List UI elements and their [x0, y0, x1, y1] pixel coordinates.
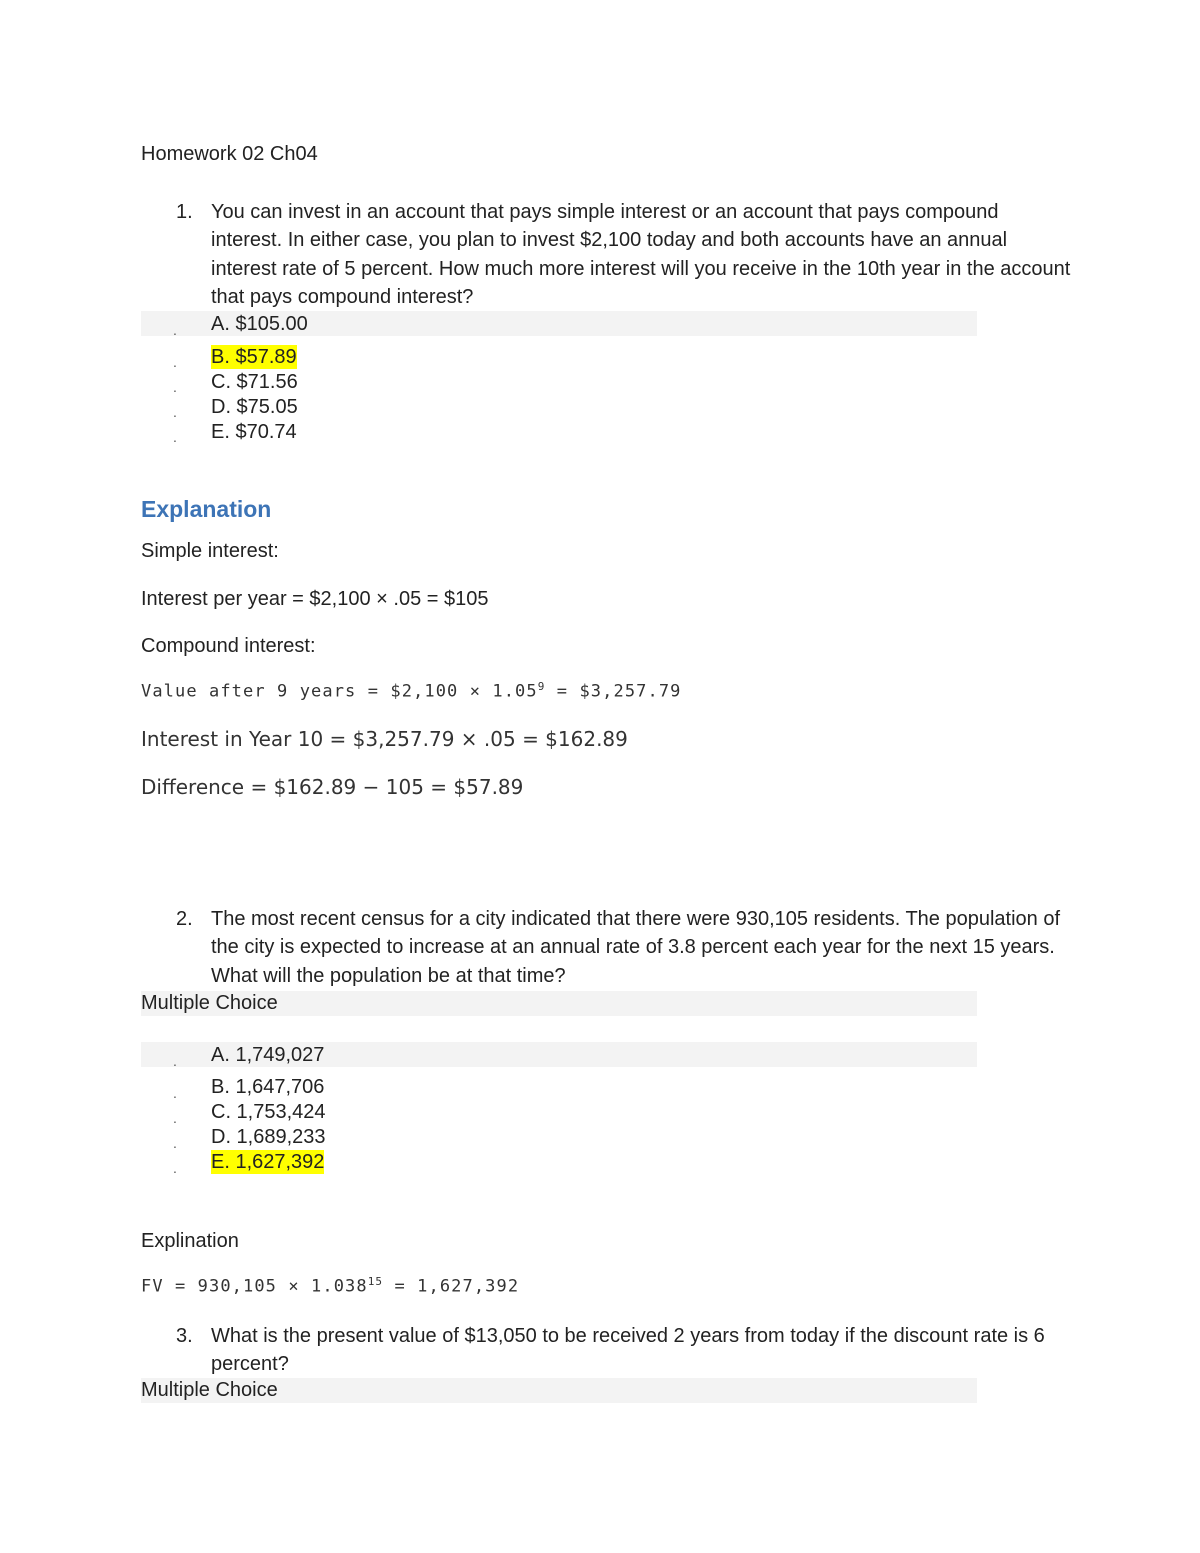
- q1-option-d[interactable]: D. $75.05: [211, 396, 298, 418]
- q2-multiple-choice-label: Multiple Choice: [141, 992, 278, 1014]
- bullet: .: [173, 1085, 177, 1101]
- fv-formula: [141, 1275, 519, 1297]
- simple-interest-label: Simple interest:: [141, 540, 279, 562]
- bullet: .: [173, 429, 177, 445]
- formula-base: Value after 9 years = $2,100 × 1.05: [141, 681, 538, 702]
- explination-heading: Explination: [141, 1230, 239, 1252]
- question-2-text: The most recent census for a city indicated that there were 930,105 residents. The population of the city is expected to increase at an annual rate of 3.8 percent each year for the next 15 years. What will the population be at that time?: [211, 908, 1061, 987]
- fv-base: FV = 930,105 × 1.038: [141, 1276, 368, 1297]
- compound-interest-label: Compound interest:: [141, 635, 316, 657]
- formula-result: = $3,257.79: [545, 681, 682, 702]
- bullet: .: [173, 322, 177, 338]
- q2-option-a[interactable]: A. 1,749,027: [211, 1044, 325, 1066]
- bullet: .: [173, 1135, 177, 1151]
- q1-option-a[interactable]: A. $105.00: [211, 313, 308, 335]
- page-title: Homework 02 Ch04: [141, 143, 318, 165]
- q1-option-b-highlighted[interactable]: B. $57.89: [211, 346, 297, 368]
- interest-year-10: Interest in Year 10 = $3,257.79 × .05 = $162.89: [141, 727, 628, 751]
- difference-calc: Difference = $162.89 − 105 = $57.89: [141, 775, 524, 799]
- explanation-heading: Explanation: [141, 496, 272, 522]
- bullet: .: [173, 404, 177, 420]
- bullet: .: [173, 1110, 177, 1126]
- bullet: .: [173, 379, 177, 395]
- bullet: .: [173, 1053, 177, 1069]
- bullet: .: [173, 354, 177, 370]
- q2-option-b[interactable]: B. 1,647,706: [211, 1076, 325, 1098]
- value-after-9-years-formula: [141, 680, 682, 702]
- q3-multiple-choice-label: Multiple Choice: [141, 1379, 278, 1401]
- question-1-text: You can invest in an account that pays simple interest or an account that pays compound interest. In either case, you plan to invest $2,100 today and both accounts have an annual interest rate of 5 percent. How much more interest will you receive in the 10th year in the account that pays compound interest?: [211, 201, 1071, 308]
- q1-option-e[interactable]: E. $70.74: [211, 421, 297, 443]
- fv-exponent: 15: [367, 1275, 384, 1288]
- question-1-number: 1.: [176, 201, 193, 223]
- simple-interest-calc: Interest per year = $2,100 × .05 = $105: [141, 588, 489, 610]
- bullet: .: [173, 1160, 177, 1176]
- question-2-number: 2.: [176, 908, 193, 930]
- q1-option-c[interactable]: C. $71.56: [211, 371, 298, 393]
- fv-result: = 1,627,392: [383, 1276, 520, 1297]
- q2-option-d[interactable]: D. 1,689,233: [211, 1126, 326, 1148]
- q2-option-c[interactable]: C. 1,753,424: [211, 1101, 326, 1123]
- question-3-number: 3.: [176, 1325, 193, 1347]
- formula-exponent: 9: [537, 680, 546, 693]
- q2-option-e-highlighted[interactable]: E. 1,627,392: [211, 1151, 325, 1173]
- question-3-text: What is the present value of $13,050 to be received 2 years from today if the discount rate is 6 percent?: [211, 1325, 1045, 1376]
